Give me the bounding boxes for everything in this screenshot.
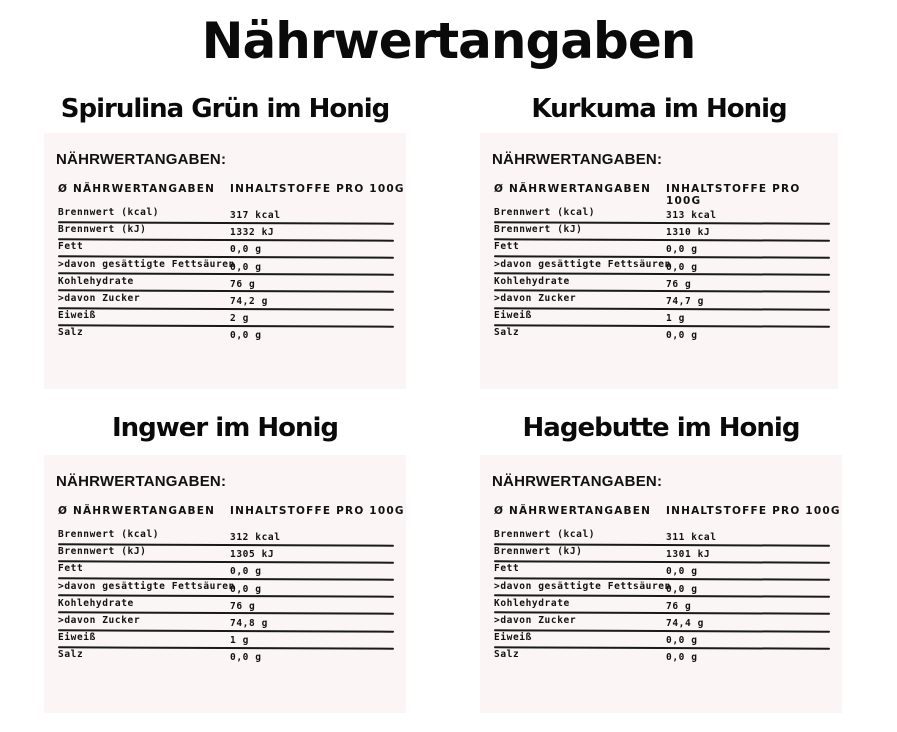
row-label: Brennwert (kJ): [494, 546, 583, 558]
row-value: 74,2 g: [230, 295, 268, 307]
table-row: [494, 631, 830, 648]
row-label: Eiweiß: [58, 310, 96, 322]
table-row: [494, 580, 830, 597]
table-row: [494, 258, 830, 275]
column-header-per-100g: INHALTSTOFFE PRO 100G: [230, 183, 405, 195]
row-label: Kohlehydrate: [494, 597, 570, 609]
row-value: 0,0 g: [230, 583, 262, 595]
column-header-per-100g: INHALTSTOFFE PRO 100G: [666, 505, 841, 517]
row-label: Brennwert (kcal): [58, 207, 160, 218]
table-row: [58, 326, 394, 343]
row-label: >davon gesättigte Fettsäuren: [494, 580, 671, 592]
row-value: 0,0 g: [666, 583, 698, 595]
row-value: 311 kcal: [666, 532, 717, 543]
row-label: Brennwert (kJ): [58, 546, 147, 558]
table-row: [494, 292, 830, 309]
row-value: 74,7 g: [666, 295, 704, 307]
row-label: Salz: [58, 649, 84, 661]
row-label: Kohlehydrate: [58, 597, 134, 609]
row-label: Brennwert (kJ): [494, 224, 583, 236]
row-label: >davon Zucker: [58, 614, 141, 626]
row-label: Fett: [58, 241, 84, 253]
card-heading: NÄHRWERTANGABEN:: [492, 151, 663, 168]
column-header-nutrients: Ø NÄHRWERTANGABEN: [494, 183, 652, 195]
row-value: 74,8 g: [230, 617, 268, 629]
row-value: 0,0 g: [666, 261, 698, 273]
row-label: Kohlehydrate: [58, 275, 134, 287]
row-label: Fett: [58, 563, 84, 575]
row-value: 0,0 g: [666, 635, 698, 647]
table-row: [494, 528, 830, 545]
row-value: 0,0 g: [666, 652, 698, 664]
row-label: Salz: [494, 327, 520, 339]
nutrition-card-spirulina: [44, 133, 406, 389]
nutrition-rows: [58, 206, 394, 344]
table-row: [494, 223, 830, 240]
row-value: 1 g: [666, 313, 685, 325]
table-row: [494, 275, 830, 292]
table-row: [494, 648, 830, 665]
table-row: [58, 580, 394, 597]
row-value: 0,0 g: [230, 330, 262, 342]
row-label: Brennwert (kJ): [58, 224, 147, 236]
row-label: Salz: [58, 327, 84, 339]
row-label: >davon gesättigte Fettsäuren: [494, 258, 671, 270]
row-value: 1332 kJ: [230, 227, 275, 239]
nutrition-card-ingwer: [44, 455, 406, 713]
row-value: 0,0 g: [666, 566, 698, 578]
row-label: Fett: [494, 241, 520, 253]
page-title: Nährwertangaben: [201, 12, 696, 70]
table-row: [494, 545, 830, 562]
row-label: >davon Zucker: [494, 292, 577, 304]
panel-title-ingwer: Ingwer im Honig: [111, 413, 339, 443]
row-value: 76 g: [230, 600, 256, 612]
column-header-nutrients: Ø NÄHRWERTANGABEN: [58, 183, 216, 195]
row-value: 312 kcal: [230, 532, 281, 543]
table-row: [494, 240, 830, 257]
row-value: 317 kcal: [230, 210, 281, 221]
row-value: 76 g: [230, 278, 256, 290]
table-row: [58, 528, 394, 545]
panel-title-spirulina: Spirulina Grün im Honig: [60, 94, 390, 124]
column-header-nutrients: Ø NÄHRWERTANGABEN: [494, 505, 652, 517]
row-value: 76 g: [666, 278, 692, 290]
row-value: 0,0 g: [230, 261, 262, 273]
table-row: [58, 631, 394, 648]
row-value: 0,0 g: [666, 244, 698, 256]
row-value: 76 g: [666, 600, 692, 612]
table-row: [58, 597, 394, 614]
column-header-nutrients: Ø NÄHRWERTANGABEN: [58, 505, 216, 517]
table-row: [494, 326, 830, 343]
card-heading: NÄHRWERTANGABEN:: [492, 473, 663, 490]
row-label: Brennwert (kcal): [58, 529, 160, 540]
card-heading: NÄHRWERTANGABEN:: [56, 151, 227, 168]
row-value: 1 g: [230, 635, 249, 647]
card-heading: NÄHRWERTANGABEN:: [56, 473, 227, 490]
nutrition-card-kurkuma: [480, 133, 838, 389]
table-row: [58, 614, 394, 631]
row-value: 74,4 g: [666, 617, 704, 629]
table-row: [58, 545, 394, 562]
row-label: >davon gesättigte Fettsäuren: [58, 580, 235, 592]
row-label: Fett: [494, 563, 520, 575]
table-row: [58, 223, 394, 240]
table-row: [494, 614, 830, 631]
nutrition-card-hagebutte: [480, 455, 842, 713]
row-value: 0,0 g: [666, 330, 698, 342]
row-label: Eiweiß: [58, 632, 96, 644]
table-row: [58, 206, 394, 223]
table-row: [494, 562, 830, 579]
column-header-per-100g: INHALTSTOFFE PRO 100G: [666, 183, 801, 207]
row-value: 2 g: [230, 313, 249, 325]
table-row: [58, 275, 394, 292]
nutrition-rows: [58, 528, 394, 666]
panel-title-hagebutte: Hagebutte im Honig: [522, 413, 800, 443]
row-label: Brennwert (kcal): [494, 529, 596, 540]
table-row: [58, 292, 394, 309]
nutrition-rows: [494, 528, 830, 666]
row-value: 313 kcal: [666, 210, 717, 221]
table-row: [494, 597, 830, 614]
row-label: Salz: [494, 649, 520, 661]
table-row: [58, 240, 394, 257]
panel-title-kurkuma: Kurkuma im Honig: [531, 94, 787, 124]
row-value: 1305 kJ: [230, 549, 275, 561]
table-row: [58, 648, 394, 665]
table-row: [58, 562, 394, 579]
row-value: 0,0 g: [230, 652, 262, 664]
table-row: [494, 309, 830, 326]
table-row: [58, 258, 394, 275]
nutrition-rows: [494, 206, 830, 344]
table-row: [58, 309, 394, 326]
row-value: 0,0 g: [230, 244, 262, 256]
column-header-per-100g: INHALTSTOFFE PRO 100G: [230, 505, 405, 517]
row-value: 1301 kJ: [666, 549, 711, 561]
row-value: 0,0 g: [230, 566, 262, 578]
row-label: Kohlehydrate: [494, 275, 570, 287]
row-label: Eiweiß: [494, 632, 532, 644]
row-label: Brennwert (kcal): [494, 207, 596, 218]
row-value: 1310 kJ: [666, 227, 711, 239]
row-label: >davon gesättigte Fettsäuren: [58, 258, 235, 270]
row-label: >davon Zucker: [494, 614, 577, 626]
table-row: [494, 206, 830, 223]
row-label: >davon Zucker: [58, 292, 141, 304]
row-label: Eiweiß: [494, 310, 532, 322]
